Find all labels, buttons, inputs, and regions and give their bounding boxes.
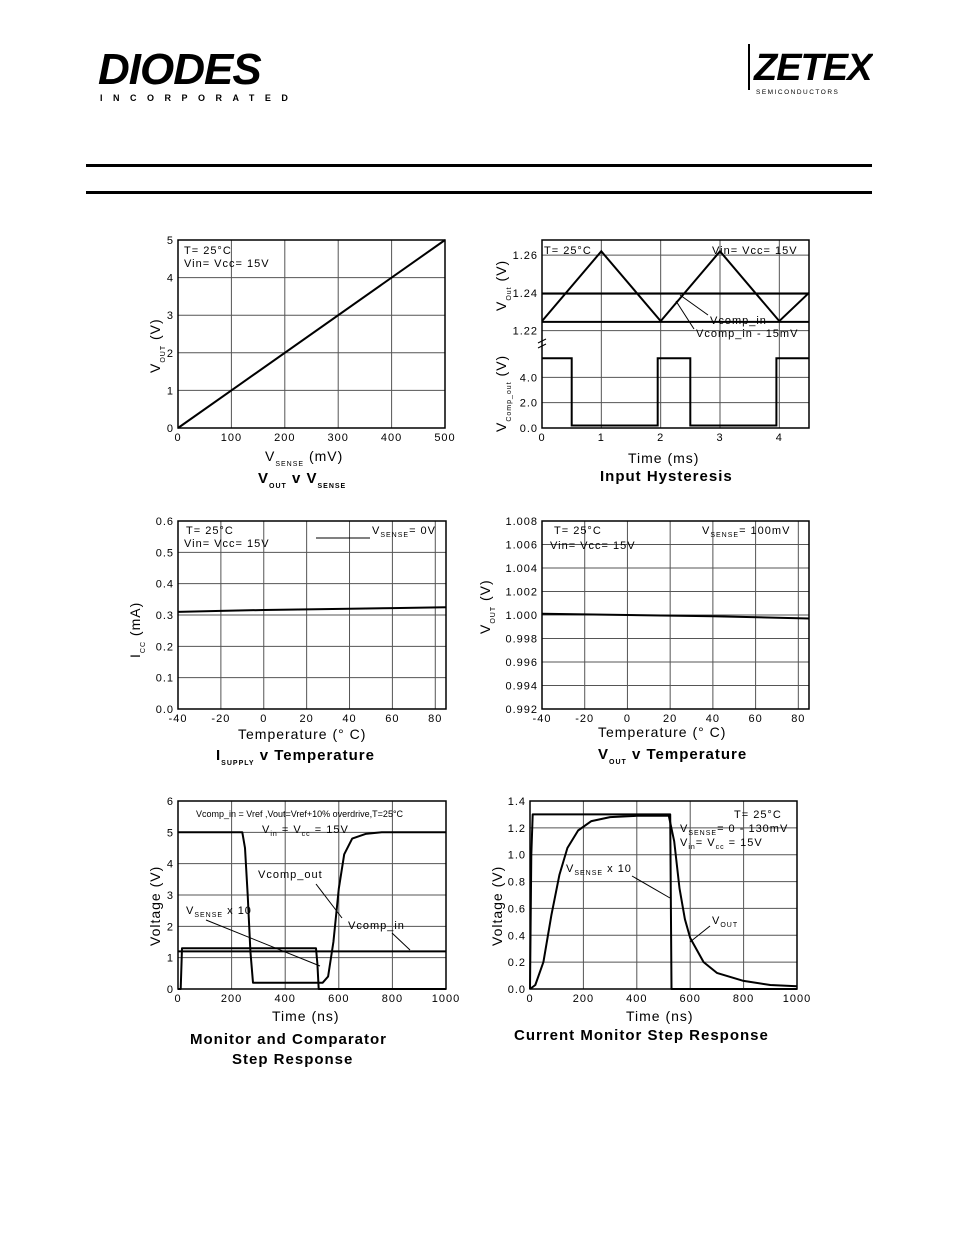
chart6-annotation-vout: $V_{OUT}$ <box>712 915 739 929</box>
chart5-annotation-top: Vcomp_in = Vref ,Vout=Vref+10% overdrive,T=25°C <box>196 809 404 819</box>
chart4-annotation-vsense: $V_{SENSE}= 100mV$ <box>702 525 791 539</box>
c6-ytick-1: 0.2 <box>507 957 526 970</box>
chart6-title: Current Monitor Step Response <box>514 1027 769 1044</box>
c2-bot-ytick-2: 4.0 <box>519 372 538 385</box>
c3-series-0 <box>178 607 446 612</box>
zetex-logo-sub: SEMICONDUCTORS <box>756 89 840 96</box>
chart5-xlabel: Time (ns) <box>272 1008 340 1024</box>
c3-ytick-5: 0.5 <box>155 547 174 560</box>
chart3-title: $I_{SUPPLY}$ v Temperature <box>216 747 375 767</box>
c4-ytick-2: 0.996 <box>505 657 538 669</box>
c3-ytick-4: 0.4 <box>155 578 174 591</box>
c3-ytick-0: 0.0 <box>155 704 174 716</box>
c4-ytick-6: 1.004 <box>505 563 538 575</box>
diodes-logo-text: DIODES <box>98 45 261 94</box>
chart2-xlabel: Time (ms) <box>628 450 700 466</box>
c5-ytick-2: 2 <box>166 921 174 934</box>
c4-ytick-3: 0.998 <box>505 633 538 646</box>
c5-xtick-0: 0 <box>174 993 182 1005</box>
c1-ytick-1: 1 <box>166 385 174 398</box>
chart5-annotation-vcomp-in: Vcomp_in <box>348 920 405 932</box>
c2-xtick-3: 3 <box>716 432 724 444</box>
c3-xtick-5: 60 <box>385 713 400 725</box>
c2-top-ytick-1: 1.24 <box>512 287 538 300</box>
zetex-logo <box>748 42 873 102</box>
chart5-annotation-vsense: $V_{SENSE}$ x 10 <box>186 905 252 919</box>
c1-xtick-1: 100 <box>220 432 243 444</box>
c2-top-series-0 <box>542 251 809 321</box>
c1-xtick-3: 300 <box>327 432 349 444</box>
chart3-xlabel: Temperature (° C) <box>238 726 367 742</box>
c2-top-ytick-0: 1.22 <box>512 325 538 338</box>
chart1-annotation-temp: T= 25°C <box>184 245 232 257</box>
c5-xtick-5: 1000 <box>431 993 461 1005</box>
c6-ytick-6: 1.2 <box>507 822 526 835</box>
header-rule-top <box>86 164 872 167</box>
c6-ytick-5: 1.0 <box>507 849 526 862</box>
c5-xtick-3: 600 <box>328 993 350 1005</box>
c2-xtick-0: 0 <box>538 432 546 444</box>
chart2-annotation-vcomp-in: Vcomp_in <box>710 315 767 327</box>
c5-ytick-6: 6 <box>166 796 174 808</box>
c6-xtick-2: 400 <box>626 993 648 1005</box>
c1-ytick-2: 2 <box>166 347 174 360</box>
chart2-title: Input Hysteresis <box>600 468 733 485</box>
c6-xtick-3: 600 <box>679 993 701 1005</box>
c3-xtick-6: 80 <box>428 713 443 725</box>
c1-xtick-2: 200 <box>274 432 296 444</box>
c5-ytick-0: 0 <box>166 984 174 996</box>
chart-current-monitor-step <box>480 790 830 1050</box>
chart5-ylabel: Voltage (V) <box>147 865 163 946</box>
c3-xtick-1: -20 <box>211 713 231 725</box>
chart2-annotation-vin: Vin= Vcc= 15V <box>712 245 798 257</box>
c3-xtick-4: 40 <box>342 713 357 725</box>
c6-xtick-1: 200 <box>572 993 595 1005</box>
chart6-annotation-vsense: $V_{SENSE}= 0 - 130mV$ <box>680 823 789 837</box>
chart6-xlabel: Time (ns) <box>626 1008 694 1024</box>
c3-ytick-3: 0.3 <box>155 610 174 622</box>
c5-xtick-1: 200 <box>220 993 243 1005</box>
chart3-ylabel: $I_{CC}$ (mA) <box>127 601 147 658</box>
c4-ytick-0: 0.992 <box>505 704 538 716</box>
c3-ytick-2: 0.2 <box>155 641 174 654</box>
diodes-logo-sub: INCORPORATED <box>100 93 299 103</box>
c5-ytick-3: 3 <box>166 890 174 902</box>
c4-xtick-2: 0 <box>623 713 632 725</box>
c1-xtick-4: 400 <box>380 432 403 444</box>
c5-ytick-5: 5 <box>166 827 174 840</box>
chart6-annotation-vin: $V_{in}= V_{cc} = 15V$ <box>680 837 763 851</box>
c4-ytick-7: 1.006 <box>505 539 538 552</box>
c3-xtick-0: -40 <box>168 713 188 725</box>
c3-ytick-1: 0.1 <box>155 672 174 685</box>
chart5-title-line2: Step Response <box>232 1051 354 1068</box>
chart6-annotation-vsense-x10: $V_{SENSE}$ x 10 <box>566 863 632 877</box>
c3-xtick-3: 20 <box>299 713 314 725</box>
c1-ytick-3: 3 <box>166 310 174 323</box>
chart3-annotation-vin: Vin= Vcc= 15V <box>184 538 270 550</box>
c6-ytick-0: 0.0 <box>507 984 526 996</box>
c5-series-0 <box>178 832 446 982</box>
chart2-annotation-vcomp-in-15mv: Vcomp_in - 15mV <box>696 328 799 340</box>
c2-xtick-4: 4 <box>775 432 783 444</box>
chart1-xlabel: $V_{SENSE}$ (mV) <box>265 448 344 468</box>
c4-xtick-3: 20 <box>663 713 678 725</box>
c4-ytick-8: 1.008 <box>505 516 538 528</box>
chart2-annotation-temp: T= 25°C <box>544 245 592 257</box>
c6-xtick-4: 800 <box>732 993 755 1005</box>
chart6-annotation-temp: T= 25°C <box>734 809 782 821</box>
c6-xtick-0: 0 <box>526 993 534 1005</box>
c6-ytick-2: 0.4 <box>507 930 526 943</box>
c2-bot-ytick-1: 2.0 <box>519 397 538 410</box>
c2-top-ytick-2: 1.26 <box>512 250 538 263</box>
c1-xtick-5: 500 <box>434 432 456 444</box>
c4-xtick-1: -20 <box>575 713 595 725</box>
chart4-annotation-temp: T= 25°C <box>554 525 602 537</box>
chart5-annotation-vcomp-out: Vcomp_out <box>258 869 323 881</box>
chart-monitor-comparator-step <box>120 790 470 1075</box>
chart-isupply-v-temperature <box>120 510 470 770</box>
chart2-ylabel-top: $V_{Out}$ (V) <box>493 259 513 311</box>
c3-ytick-6: 0.6 <box>155 516 174 528</box>
c4-xtick-0: -40 <box>532 713 552 725</box>
diodes-logo <box>98 44 328 106</box>
chart-input-hysteresis <box>490 225 830 500</box>
c5-xtick-4: 800 <box>381 993 404 1005</box>
c1-ytick-5: 5 <box>166 235 174 247</box>
c2-xtick-2: 2 <box>657 432 665 444</box>
chart1-title: $V_{OUT}$ v $V_{SENSE}$ <box>258 470 347 490</box>
c4-xtick-4: 40 <box>705 713 721 725</box>
chart2-ylabel-bottom: $V_{Comp\_out}$ (V) <box>493 354 513 432</box>
chart1-ylabel: $V_{OUT}$ (V) <box>147 318 167 373</box>
chart1-annotation-vin: Vin= Vcc= 15V <box>184 258 270 270</box>
c6-xtick-5: 1000 <box>782 993 812 1005</box>
chart-vout-v-temperature <box>477 510 830 770</box>
c2-bot-ytick-0: 0.0 <box>519 423 538 435</box>
c6-ytick-4: 0.8 <box>507 876 526 889</box>
c1-ytick-4: 4 <box>166 272 174 285</box>
header-rule-bottom <box>86 191 872 194</box>
chart3-annotation-vsense: $V_{SENSE}= 0V$ <box>372 525 437 539</box>
c6-ytick-3: 0.6 <box>507 903 526 916</box>
zetex-logo-text: ZETEX <box>754 47 872 89</box>
c4-xtick-6: 80 <box>791 713 806 725</box>
c1-ytick-0: 0 <box>166 423 174 435</box>
chart4-xlabel: Temperature (° C) <box>598 724 727 740</box>
c3-xtick-2: 0 <box>260 713 268 725</box>
chart4-annotation-vin: Vin= Vcc= 15V <box>550 540 636 552</box>
c6-ytick-7: 1.4 <box>507 796 526 808</box>
c2-xtick-1: 1 <box>597 432 605 444</box>
c5-ytick-1: 1 <box>166 952 174 965</box>
chart4-ylabel: $V_{OUT}$ (V) <box>477 579 497 634</box>
c5-ytick-4: 4 <box>166 858 174 871</box>
chart6-ylabel: Voltage (V) <box>489 865 505 946</box>
chart3-annotation-temp: T= 25°C <box>186 525 234 537</box>
c4-ytick-1: 0.994 <box>505 680 538 693</box>
c4-xtick-5: 60 <box>748 713 763 725</box>
c4-ytick-5: 1.002 <box>505 586 538 599</box>
c1-xtick-0: 0 <box>174 432 182 444</box>
c4-ytick-4: 1.000 <box>505 610 538 622</box>
c5-xtick-2: 400 <box>274 993 296 1005</box>
chart-vout-v-vsense <box>120 225 470 500</box>
chart4-title: $V_{OUT}$ v Temperature <box>598 746 748 766</box>
chart5-title-line1: Monitor and Comparator <box>190 1031 387 1048</box>
c2-bot-series-0 <box>542 358 809 425</box>
chart5-annotation-vin: $V_{in} = V_{cc} = 15V$ <box>262 824 349 838</box>
